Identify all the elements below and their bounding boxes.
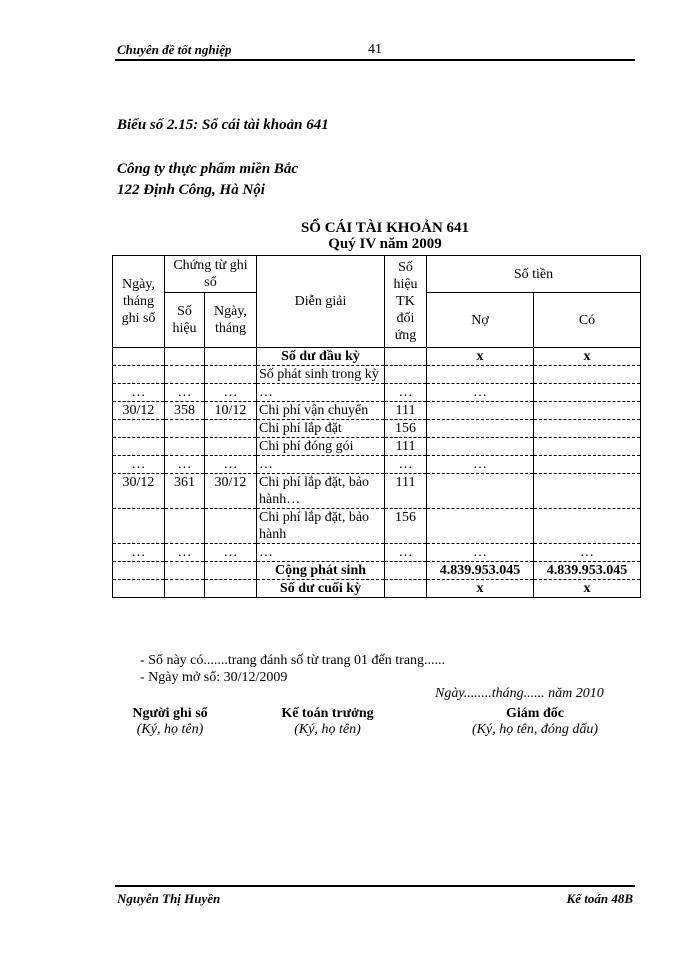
cell-voucher-no (165, 348, 205, 366)
cell-description: Chi phí vận chuyển (257, 402, 385, 420)
cell-description: … (257, 544, 385, 562)
header-title: Chuyên đề tốt nghiệp (117, 42, 232, 57)
cell-voucher-date (205, 348, 257, 366)
cell-debit: … (427, 544, 534, 562)
table-row (113, 456, 641, 474)
cell-debit (427, 420, 534, 438)
cell-date (113, 348, 165, 366)
cell-voucher-date (205, 509, 257, 544)
cell-credit (534, 402, 641, 420)
cell-debit (427, 438, 534, 456)
cell-credit (534, 474, 641, 509)
cell-debit (427, 402, 534, 420)
cell-credit (534, 420, 641, 438)
cell-debit: x (427, 580, 534, 598)
cell-credit: … (534, 544, 641, 562)
ledger-title: SỔ CÁI TÀI KHOẢN 641 (300, 220, 470, 236)
cell-account: 111 (385, 402, 427, 420)
cell-account (385, 366, 427, 384)
cell-voucher-no: … (165, 456, 205, 474)
cell-credit: x (534, 348, 641, 366)
cell-voucher-no (165, 580, 205, 598)
col-header-date: Ngày, tháng ghi sổ (113, 256, 165, 348)
cell-description: … (257, 456, 385, 474)
footer-author: Nguyễn Thị Huyền (117, 891, 221, 906)
ledger-table (112, 255, 641, 598)
signature-title: Kế toán trưởng (281, 706, 374, 721)
table-row (113, 420, 641, 438)
cell-voucher-no: … (165, 544, 205, 562)
table-row (113, 562, 641, 580)
cell-account: 111 (385, 438, 427, 456)
cell-voucher-no: 358 (165, 402, 205, 420)
cell-date: 30/12 (113, 402, 165, 420)
col-header-amount: Số tiền (427, 256, 641, 293)
cell-credit: x (534, 580, 641, 598)
cell-voucher-no (165, 420, 205, 438)
cell-credit (534, 438, 641, 456)
cell-voucher-no (165, 438, 205, 456)
cell-description: Số dư đầu kỳ (257, 348, 385, 366)
cell-description: Chi phí lắp đặt, bảo hành… (257, 474, 385, 509)
cell-account: … (385, 456, 427, 474)
cell-description: Cộng phát sinh (257, 562, 385, 580)
cell-debit: 4.839.953.045 (427, 562, 534, 580)
ledger-body (113, 348, 641, 598)
signature-director (445, 706, 625, 738)
cell-voucher-no (165, 509, 205, 544)
page-number: 41 (368, 42, 382, 57)
col-header-account: Số hiệu TK đối ứng (385, 256, 427, 348)
table-row (113, 474, 641, 509)
cell-date (113, 420, 165, 438)
cell-credit (534, 366, 641, 384)
company-address: 122 Định Công, Hà Nội (117, 182, 265, 198)
cell-voucher-no: 361 (165, 474, 205, 509)
cell-account: … (385, 384, 427, 402)
cell-voucher-date (205, 580, 257, 598)
cell-debit (427, 366, 534, 384)
signature-title: Giám đốc (506, 706, 564, 721)
table-row (113, 580, 641, 598)
note-pages: - Sổ này có.......trang đánh số từ trang 01 đến trang...... (140, 653, 446, 668)
cell-voucher-date (205, 366, 257, 384)
signature-chief-accountant (255, 706, 400, 738)
cell-description: Số dư cuối kỳ (257, 580, 385, 598)
cell-voucher-date (205, 562, 257, 580)
cell-voucher-date: … (205, 384, 257, 402)
company-name: Công ty thực phẩm miền Bắc (117, 161, 299, 177)
table-row (113, 438, 641, 456)
cell-voucher-date: … (205, 544, 257, 562)
cell-account: 111 (385, 474, 427, 509)
cell-account: … (385, 544, 427, 562)
cell-debit: … (427, 384, 534, 402)
footer-divider (115, 885, 635, 887)
cell-description: … (257, 384, 385, 402)
cell-description: Chi phí đóng gói (257, 438, 385, 456)
cell-debit (427, 509, 534, 544)
table-row (113, 509, 641, 544)
signature-title: Người ghi sổ (132, 706, 208, 721)
cell-credit (534, 384, 641, 402)
form-title: Biểu số 2.15: Sổ cái tài khoản 641 (117, 117, 329, 133)
cell-credit (534, 456, 641, 474)
cell-date (113, 562, 165, 580)
col-header-voucher-date: Ngày, tháng (205, 293, 257, 348)
cell-account (385, 580, 427, 598)
footer-class: Kế toán 48B (566, 891, 633, 906)
cell-account (385, 348, 427, 366)
col-header-debit: Nợ (427, 293, 534, 348)
cell-voucher-date: 30/12 (205, 474, 257, 509)
header-divider (115, 59, 635, 61)
cell-account: 156 (385, 509, 427, 544)
cell-voucher-no (165, 366, 205, 384)
col-header-description: Diễn giải (257, 256, 385, 348)
cell-date: … (113, 384, 165, 402)
cell-account: 156 (385, 420, 427, 438)
signature-note: (Ký, họ tên) (136, 722, 204, 737)
date-line: Ngày........tháng...... năm 2010 (435, 686, 604, 701)
cell-date: 30/12 (113, 474, 165, 509)
cell-account (385, 562, 427, 580)
signature-recorder (100, 706, 240, 738)
cell-voucher-date (205, 438, 257, 456)
cell-voucher-date: … (205, 456, 257, 474)
cell-voucher-no (165, 562, 205, 580)
table-row (113, 402, 641, 420)
cell-credit: 4.839.953.045 (534, 562, 641, 580)
table-row (113, 366, 641, 384)
cell-voucher-date: 10/12 (205, 402, 257, 420)
cell-credit (534, 509, 641, 544)
cell-date (113, 366, 165, 384)
cell-description: Số phát sinh trong kỳ (257, 366, 385, 384)
ledger-period: Quý IV năm 2009 (328, 236, 442, 252)
cell-debit (427, 474, 534, 509)
cell-date (113, 438, 165, 456)
signature-note: (Ký, họ tên) (294, 722, 361, 737)
cell-date: … (113, 456, 165, 474)
col-header-credit: Có (534, 293, 641, 348)
cell-voucher-date (205, 420, 257, 438)
signature-note: (Ký, họ tên, đóng dấu) (472, 722, 598, 737)
table-row (113, 348, 641, 366)
cell-debit: … (427, 456, 534, 474)
cell-voucher-no: … (165, 384, 205, 402)
cell-debit: x (427, 348, 534, 366)
table-row (113, 384, 641, 402)
note-open-date: - Ngày mở sổ: 30/12/2009 (140, 670, 288, 685)
cell-date (113, 509, 165, 544)
table-row (113, 544, 641, 562)
cell-date: … (113, 544, 165, 562)
cell-description: Chi phí lắp đặt, bảo hành (257, 509, 385, 544)
col-header-voucher-no: Số hiệu (165, 293, 205, 348)
cell-date (113, 580, 165, 598)
cell-description: Chi phí lắp đặt (257, 420, 385, 438)
col-header-voucher: Chứng từ ghi sổ (165, 256, 257, 293)
